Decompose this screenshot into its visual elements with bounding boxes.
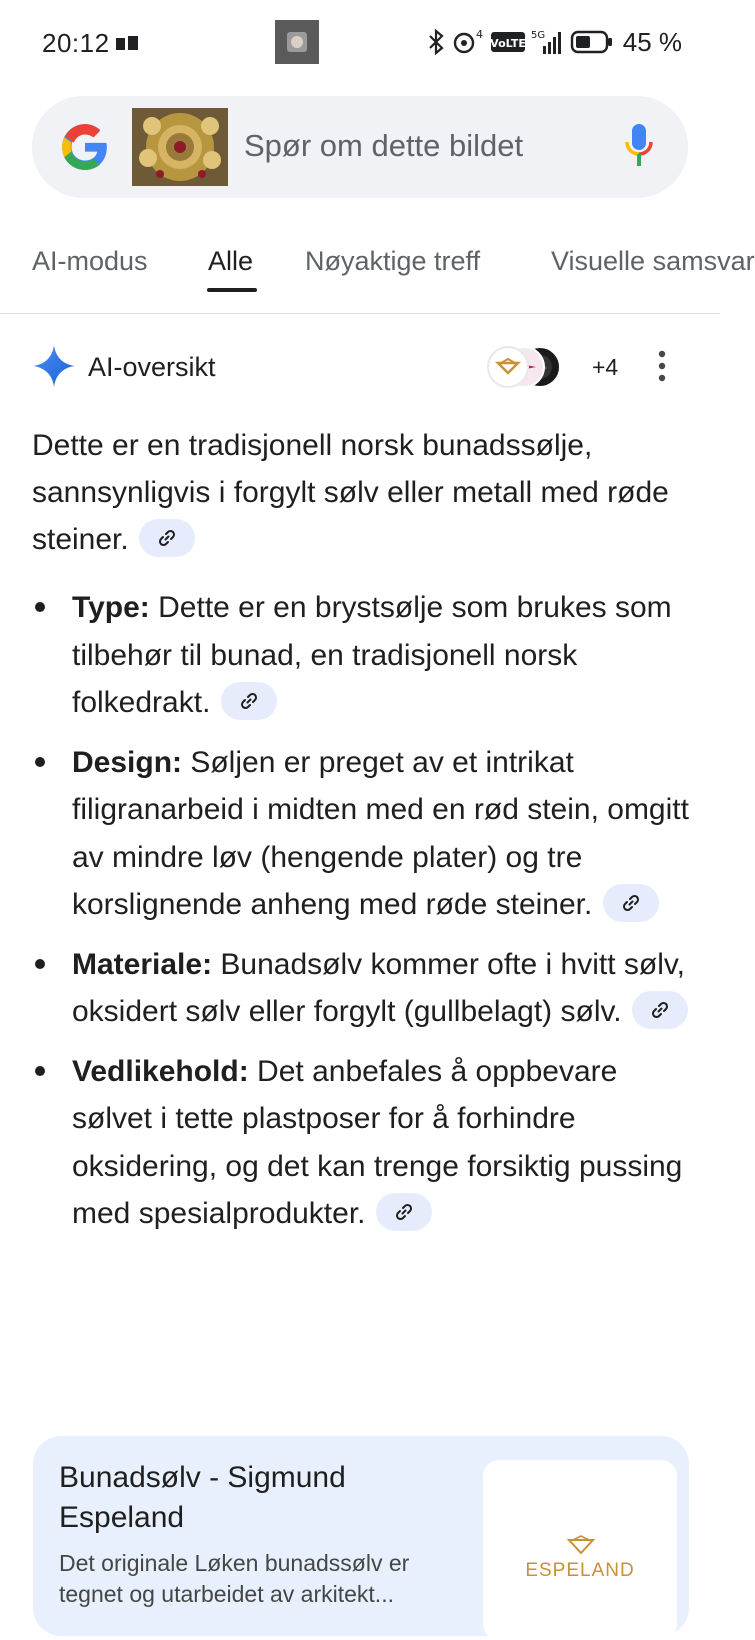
signal-5g-icon	[531, 28, 565, 56]
battery-icon	[571, 30, 613, 54]
result-title[interactable]: Bunadsølv - Sigmund Espeland	[59, 1461, 346, 1534]
bullet-label: Vedlikehold:	[72, 1054, 249, 1088]
ai-overview-bullets	[32, 584, 692, 1250]
battery-percentage: 45 %	[622, 26, 682, 57]
bullet-design	[32, 739, 692, 929]
link-icon	[650, 1000, 670, 1020]
citation-link-button[interactable]	[603, 884, 659, 922]
source-result-card[interactable]	[33, 1436, 689, 1636]
search-input[interactable]: Spør om dette bildet	[244, 128, 524, 163]
tab-all[interactable]: Alle	[208, 246, 254, 276]
bullet-label: Type:	[72, 591, 150, 624]
intro-text: Dette er en tradisjonell norsk bunadssølje, sannsynligvis i forgylt sølv eller metall med røde steiner.	[32, 429, 669, 556]
status-bar	[0, 0, 720, 84]
bullet-dot	[35, 959, 45, 969]
espeland-logo-icon	[567, 1535, 595, 1555]
citation-link-button[interactable]	[139, 519, 195, 557]
tab-exact-matches[interactable]: Nøyaktige treff	[305, 246, 481, 276]
source-favicon-1[interactable]	[487, 346, 529, 388]
tab-ai-mode[interactable]: AI-modus	[32, 246, 148, 276]
bullet-text: Det anbefales å oppbevare sølvet i tette plastposer for å forhindre oksidering, og det kan trenge forsiktig pussing med spesialprodukter.	[72, 1054, 683, 1230]
status-icons	[427, 26, 682, 58]
bullet-label: Materiale:	[72, 947, 213, 981]
volte-label: VoLTE	[489, 37, 526, 50]
bullet-label: Design:	[72, 745, 183, 779]
hotspot-count: 4	[475, 28, 483, 41]
source-count[interactable]: +4	[592, 354, 619, 380]
citation-link-button[interactable]	[376, 1193, 432, 1231]
sim-icon	[116, 36, 138, 50]
link-icon	[394, 1202, 414, 1222]
bullet-dot	[35, 1066, 45, 1076]
citation-link-button[interactable]	[632, 991, 688, 1029]
google-g-icon[interactable]	[60, 122, 110, 172]
hotspot-icon	[451, 28, 485, 56]
network-label: 5G	[530, 30, 545, 41]
result-tabs	[0, 238, 755, 314]
ai-overview-intro	[32, 422, 692, 563]
citation-link-button[interactable]	[221, 682, 277, 720]
result-thumbnail[interactable]	[483, 1460, 677, 1640]
espeland-logo-text: ESPELAND	[525, 1560, 635, 1581]
gemini-spark-icon	[32, 344, 76, 388]
bullet-material	[32, 941, 692, 1036]
bullet-text: Søljen er preget av et intrikat filigranarbeid i midten med en rød stein, omgitt av mindre løv (hengende plater) og tre korslignende anheng med røde steiner.	[72, 745, 689, 921]
query-image-thumbnail[interactable]	[132, 108, 228, 186]
notification-avatar-icon	[275, 20, 319, 64]
bullet-maintenance	[32, 1048, 692, 1238]
result-description: Det originale Løken bunadssølv er tegnet og utarbeidet av arkitekt...	[59, 1550, 410, 1607]
active-tab-indicator	[207, 288, 257, 292]
volte-icon	[491, 30, 525, 54]
lens-search-box[interactable]	[32, 96, 688, 198]
more-vert-icon[interactable]	[652, 348, 672, 384]
bullet-text: Bunadsølv kommer ofte i hvitt sølv, oksidert sølv eller forgylt (gullbelagt) sølv.	[72, 947, 685, 1028]
bluetooth-icon	[427, 29, 445, 55]
tab-visual-matches[interactable]: Visuelle samsvar	[551, 246, 755, 276]
link-icon	[157, 528, 177, 548]
ai-overview-header	[32, 344, 688, 392]
bullet-dot	[35, 757, 45, 767]
bullet-dot	[35, 602, 45, 612]
link-icon	[239, 691, 259, 711]
link-icon	[621, 893, 641, 913]
bullet-type	[32, 584, 692, 727]
status-time: 20:12	[42, 28, 110, 58]
mic-icon[interactable]	[624, 122, 654, 168]
ai-overview-title: AI-oversikt	[88, 352, 216, 382]
bullet-text: Dette er en brystsølje som brukes som tilbehør til bunad, en tradisjonell norsk folkedrakt.	[72, 591, 672, 719]
